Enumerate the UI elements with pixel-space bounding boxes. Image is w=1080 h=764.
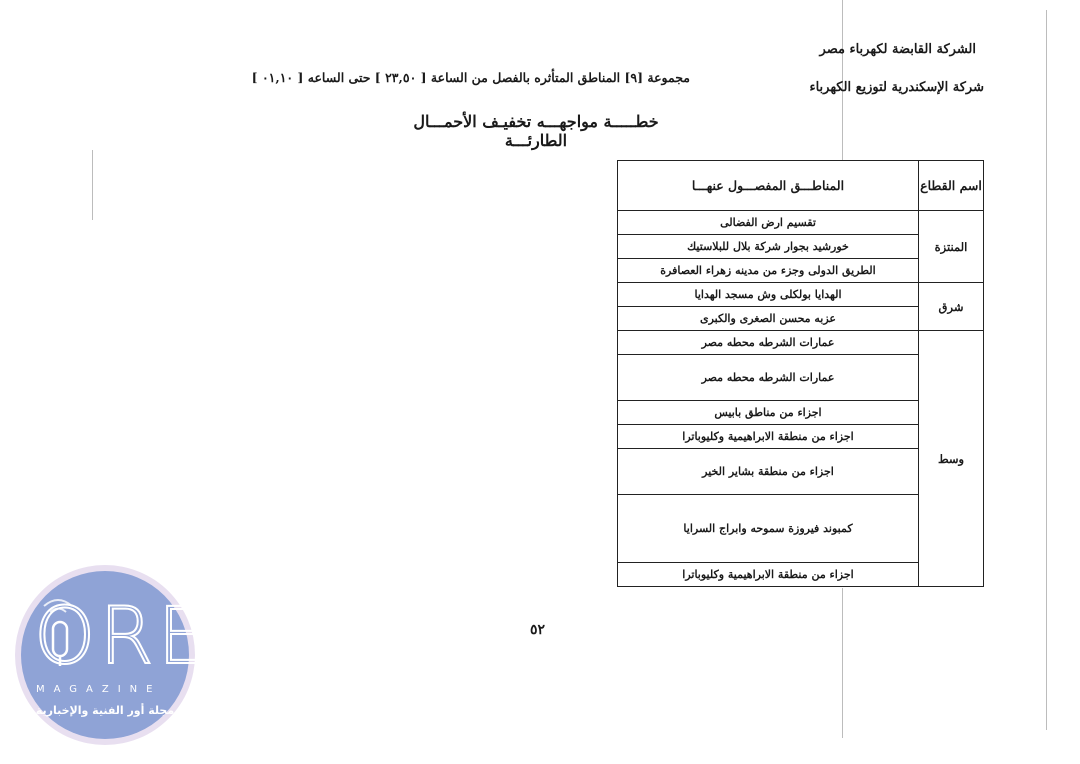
area-cell: الطريق الدولى وجزء من مدينه زهراء العصافرة bbox=[618, 259, 919, 283]
group-schedule-line: مجموعة [٩] المناطق المتأثره بالفصل من الساعة [ ٢٣,٥٠ ] حتى الساعه [ ٠١,١٠ ] bbox=[251, 70, 690, 85]
table-row bbox=[618, 211, 984, 235]
company-local-name: شركة الإسكندرية لتوزيع الكهرباء bbox=[809, 80, 984, 95]
area-cell: تقسيم ارض الفضالى bbox=[618, 211, 919, 235]
area-cell: عمارات الشرطه محطه مصر bbox=[618, 355, 919, 401]
header-areas: المناطـــق المفصـــول عنهـــا bbox=[618, 161, 919, 211]
area-cell: عزبه محسن الصغرى والكبرى bbox=[618, 307, 919, 331]
header-sector: اسم القطاع bbox=[919, 161, 984, 211]
plan-title: خطـــــة مواجهـــه تخفيـف الأحمـــال الطارئـــة bbox=[413, 112, 659, 150]
magazine-logo bbox=[12, 562, 211, 748]
area-cell: اجزاء من منطقة بشاير الخير bbox=[618, 449, 919, 495]
scan-line bbox=[1046, 10, 1047, 730]
area-cell: الهدايا بولكلى وش مسجد الهدايا bbox=[618, 283, 919, 307]
scan-line bbox=[92, 150, 93, 220]
area-cell: اجزاء من مناطق بابيس bbox=[618, 401, 919, 425]
scan-line bbox=[842, 588, 843, 738]
area-cell: عمارات الشرطه محطه مصر bbox=[618, 331, 919, 355]
table-row bbox=[618, 283, 984, 307]
sector-cell: المنتزة bbox=[919, 211, 984, 283]
area-cell: كمبوند فيروزة سموحه وابراج السرايا bbox=[618, 495, 919, 563]
area-cell: اجزاء من منطقة الابراهيمية وكليوباترا bbox=[618, 563, 919, 587]
sector-cell: شرق bbox=[919, 283, 984, 331]
logo-subtitle: MAGAZINE bbox=[36, 684, 162, 695]
table-row bbox=[618, 331, 984, 355]
area-cell: اجزاء من منطقة الابراهيمية وكليوباترا bbox=[618, 425, 919, 449]
company-holding-name: الشركة القابضة لكهرباء مصر bbox=[819, 42, 976, 57]
page-number: ٥٢ bbox=[530, 622, 546, 638]
area-cell: خورشيد بجوار شركة بلال للبلاستيك bbox=[618, 235, 919, 259]
table-header-row bbox=[618, 161, 984, 211]
logo-caption: مجلة أور الفنية والإخبارية bbox=[35, 704, 175, 717]
sector-cell: وسط bbox=[919, 331, 984, 587]
areas-table bbox=[617, 160, 984, 587]
logo-letters: ORE bbox=[34, 592, 211, 682]
